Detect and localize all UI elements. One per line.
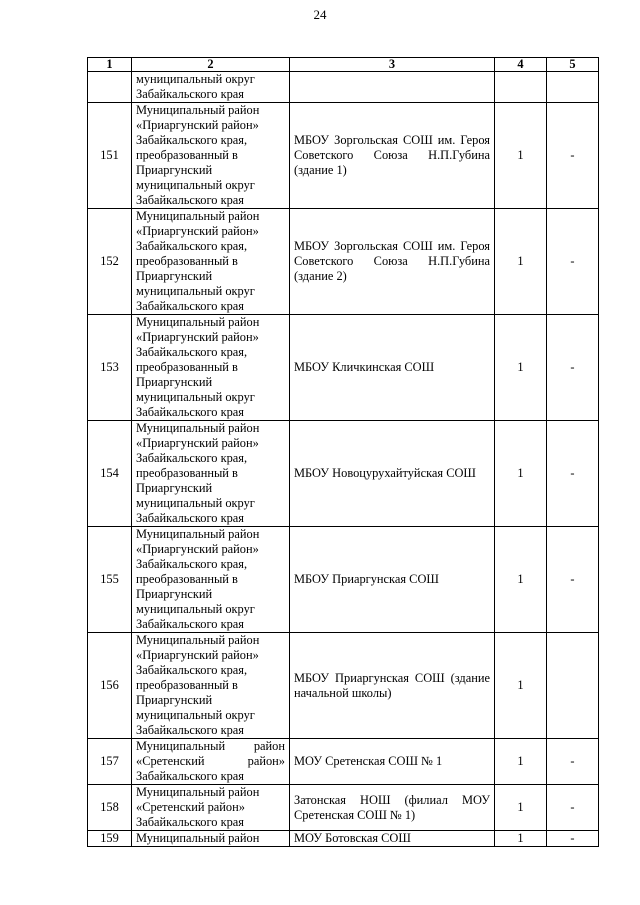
row-number: 152 [88, 209, 132, 315]
table-row [88, 831, 599, 847]
municipality-cell: Муниципальный район «Приаргунский район» Забайкальского края, преобразованный в Приаргунский муниципальный округ Забайкальского края [132, 527, 290, 633]
row-number: 159 [88, 831, 132, 847]
school-cell: Затонская НОШ (филиал МОУ Сретенская СОШ № 1) [290, 785, 495, 831]
col4-cell: 1 [495, 831, 547, 847]
municipality-cell: Муниципальный район «Сретенский район» Забайкальского края [132, 785, 290, 831]
municipality-cell: Муниципальный район «Приаргунский район» Забайкальского края, преобразованный в Приаргунский муниципальный округ Забайкальского края [132, 315, 290, 421]
municipality-cell: Муниципальный район [132, 831, 290, 847]
table-header-row [88, 58, 599, 72]
school-cell: МБОУ Зоргольская СОШ им. Героя Советского Союза Н.П.Губина (здание 1) [290, 103, 495, 209]
school-cell: МБОУ Приаргунская СОШ (здание начальной школы) [290, 633, 495, 739]
header-col-5: 5 [547, 58, 599, 72]
col5-cell: - [547, 103, 599, 209]
municipality-cell: муниципальный округ Забайкальского края [132, 72, 290, 103]
row-number: 154 [88, 421, 132, 527]
header-col-4: 4 [495, 58, 547, 72]
col5-cell: - [547, 209, 599, 315]
header-col-1: 1 [88, 58, 132, 72]
table-row [88, 421, 599, 527]
col4-cell: 1 [495, 209, 547, 315]
col5-cell: - [547, 527, 599, 633]
row-number: 158 [88, 785, 132, 831]
school-cell: МБОУ Приаргунская СОШ [290, 527, 495, 633]
row-number: 156 [88, 633, 132, 739]
row-number: 153 [88, 315, 132, 421]
col5-cell [547, 72, 599, 103]
col5-cell: - [547, 831, 599, 847]
col4-cell: 1 [495, 633, 547, 739]
municipality-cell: Муниципальный район «Приаргунский район» Забайкальского края, преобразованный в Приаргунский муниципальный округ Забайкальского края [132, 633, 290, 739]
row-number: 157 [88, 739, 132, 785]
col5-cell: - [547, 421, 599, 527]
col5-cell: - [547, 315, 599, 421]
col4-cell: 1 [495, 103, 547, 209]
municipality-cell: Муниципальный район «Приаргунский район» Забайкальского края, преобразованный в Приаргунский муниципальный округ Забайкальского края [132, 421, 290, 527]
school-cell: МОУ Сретенская СОШ № 1 [290, 739, 495, 785]
municipality-cell: Муниципальный район «Сретенский район» Забайкальского края [132, 739, 290, 785]
school-cell [290, 72, 495, 103]
col4-cell: 1 [495, 785, 547, 831]
table-row [88, 785, 599, 831]
row-number: 155 [88, 527, 132, 633]
col4-cell [495, 72, 547, 103]
page-number: 24 [313, 7, 327, 22]
municipality-cell: Муниципальный район «Приаргунский район» Забайкальского края, преобразованный в Приаргунский муниципальный округ Забайкальского края [132, 209, 290, 315]
municipality-cell: Муниципальный район «Приаргунский район» Забайкальского края, преобразованный в Приаргунский муниципальный округ Забайкальского края [132, 103, 290, 209]
school-cell: МБОУ Новоцурухайтуйская СОШ [290, 421, 495, 527]
table-row [88, 633, 599, 739]
table-row [88, 315, 599, 421]
school-cell: МБОУ Зоргольская СОШ им. Героя Советского Союза Н.П.Губина (здание 2) [290, 209, 495, 315]
col4-cell: 1 [495, 315, 547, 421]
col5-cell [547, 633, 599, 739]
table-row [88, 739, 599, 785]
header-col-3: 3 [290, 58, 495, 72]
header-col-2: 2 [132, 58, 290, 72]
schools-table [87, 57, 599, 847]
col5-cell: - [547, 785, 599, 831]
table-row [88, 527, 599, 633]
school-cell: МБОУ Кличкинская СОШ [290, 315, 495, 421]
row-number [88, 72, 132, 103]
row-number: 151 [88, 103, 132, 209]
col5-cell: - [547, 739, 599, 785]
col4-cell: 1 [495, 527, 547, 633]
table-row [88, 72, 599, 103]
table-row [88, 103, 599, 209]
table-row [88, 209, 599, 315]
school-cell: МОУ Ботовская СОШ [290, 831, 495, 847]
col4-cell: 1 [495, 739, 547, 785]
col4-cell: 1 [495, 421, 547, 527]
